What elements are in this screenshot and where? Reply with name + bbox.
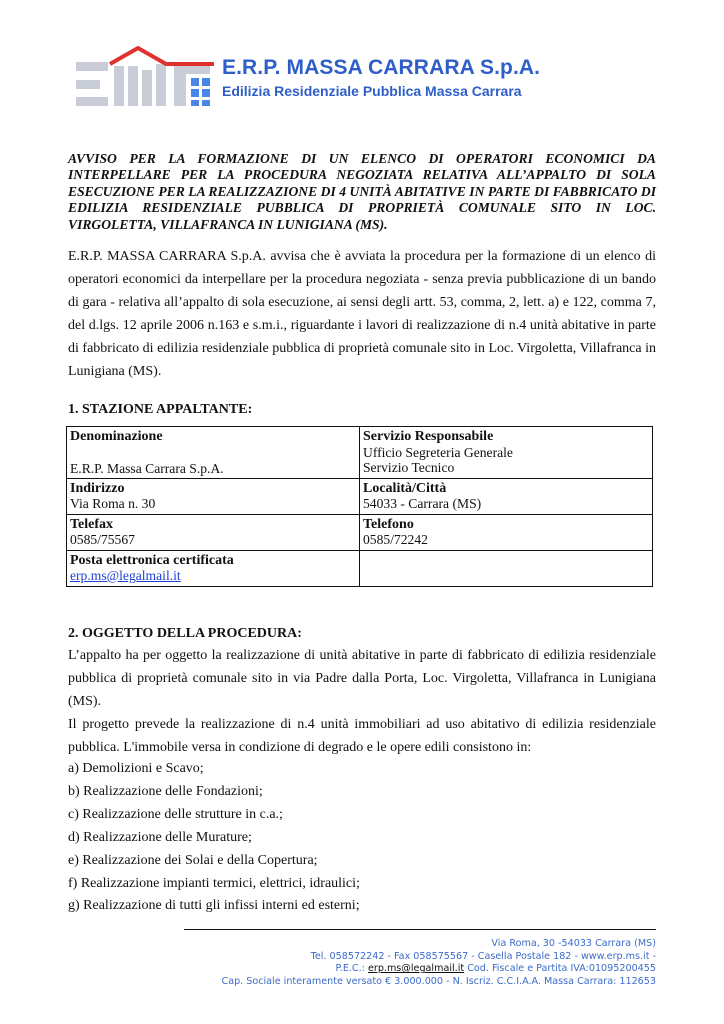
servizio-line-2: Servizio Tecnico [363,460,455,475]
localita-cell [360,478,653,514]
table-row [67,478,653,514]
footer-contacts: Tel. 058572242 - Fax 058575567 - Casella Postale 182 - www.erp.ms.it - [310,950,656,962]
servizio-line-1: Ufficio Segreteria Generale [363,444,513,460]
list-item: f) Realizzazione impianti termici, elettrici, idraulici; [68,875,360,891]
indirizzo-cell [67,478,360,514]
footer-capital: Cap. Sociale interamente versato € 3.000.000 - N. Iscriz. C.C.I.A.A. Massa Carrara: 112653 [221,975,656,987]
list-item: g) Realizzazione di tutti gli infissi interni ed esterni; [68,898,360,914]
brand-title: E.R.P. MASSA CARRARA S.p.A. [222,56,541,79]
footer-pec-link[interactable]: erp.ms@legalmail.it [367,963,465,975]
denominazione-cell [67,427,360,479]
list-item: e) Realizzazione dei Solai e della Copertura; [68,852,318,868]
telefono-cell [360,514,653,550]
table-row [67,427,653,479]
indirizzo-value: Via Roma n. 30 [70,496,156,511]
localita-label: Località/Città [363,480,447,496]
footer-fiscal: Cod. Fiscale e Partita IVA:01095200455 [464,963,656,975]
telefax-cell [67,514,360,550]
brand-subtitle: Edilizia Residenziale Pubblica Massa Carrara [222,83,522,99]
footer [156,938,656,988]
denominazione-label: Denominazione [70,429,163,444]
telefax-value: 0585/75567 [70,532,135,547]
oggetto-text [68,645,656,760]
list-item: b) Realizzazione delle Fondazioni; [68,783,263,799]
localita-value: 54033 - Carrara (MS) [363,496,482,511]
table-row [67,550,653,586]
servizio-label: Servizio Responsabile [363,429,494,444]
denominazione-value: E.R.P. Massa Carrara S.p.A. [70,461,224,476]
notice-title: AVVISO PER LA FORMAZIONE DI UN ELENCO DI OPERATORI ECONOMICI DA INTERPELLARE PER LA PROCEDURA NEGOZIATA RELATIVA ALL’APPALTO DI SOLA ESECUZIONE PER LA REALIZZAZIONE DI 4 UNITÀ ABITATIVE IN PARTE DI FABBRICATO DI EDILIZIA RESIDENZIALE PUBBLICA DI PROPRIETÀ COMUNALE SITO IN LOC. VIRGOLETTA, VILLAFRANCA IN LUNIGIANA (MS). [68,151,656,232]
intro-paragraph: E.R.P. MASSA CARRARA S.p.A. avvisa che è avviata la procedura per la formazione di un elenco di operatori economici da interpellare per la procedura negoziata - senza previa pubblicazione di un bando di gara - relativa all’appalto di sola esecuzione, ai sensi degli artt. 53, comma, 2, lett. a) e 122, comma 7, del d.lgs. 12 aprile 2006 n.163 e s.m.i., riguardante i lavori di realizzazione di n.4 unità abitative in parte di fabbricato di edilizia residenziale pubblica di proprietà comunale sito in Loc. Virgoletta, Villafranca in Lunigiana (MS). [68,249,656,379]
works-list [68,758,656,918]
section-1-heading: 1. STAZIONE APPALTANTE: [68,402,253,417]
section-2-heading: 2. OGGETTO DELLA PROCEDURA: [68,626,302,641]
telefono-label: Telefono [363,516,414,532]
empty-cell [360,550,653,586]
footer-pec-prefix: P.E.C.: [335,963,368,975]
footer-address: Via Roma, 30 -54033 Carrara (MS) [491,938,656,949]
pec-label: Posta elettronica certificata [70,552,234,568]
footer-divider [184,929,656,930]
oggetto-paragraph-2: Il progetto prevede la realizzazione di n.4 unità immobiliari ad uso abitativo di edilizia residenziale pubblica. L'immobile versa in condizione di degrado e le opere edili consistono in: [68,716,656,755]
list-item: d) Realizzazione delle Murature; [68,829,252,845]
table-row [67,514,653,550]
erp-logo [74,44,224,110]
pec-email-link[interactable]: erp.ms@legalmail.it [70,568,181,583]
stazione-appaltante-table [66,426,653,587]
list-item: a) Demolizioni e Scavo; [68,761,204,776]
list-item: c) Realizzazione delle strutture in c.a.; [68,806,283,822]
oggetto-paragraph-1: L’appalto ha per oggetto la realizzazione di unità abitative in parte di fabbricato di edilizia residenziale pubblica di proprietà comunale sito in via Padre dalla Porta, Loc. Virgoletta, Villafranca in Lunigiana (MS). [68,648,656,709]
pec-cell [67,550,360,586]
telefax-label: Telefax [70,516,114,532]
telefono-value: 0585/72242 [363,532,428,547]
footer-pec-line [156,963,656,976]
indirizzo-label: Indirizzo [70,480,125,496]
servizio-cell [360,427,653,479]
